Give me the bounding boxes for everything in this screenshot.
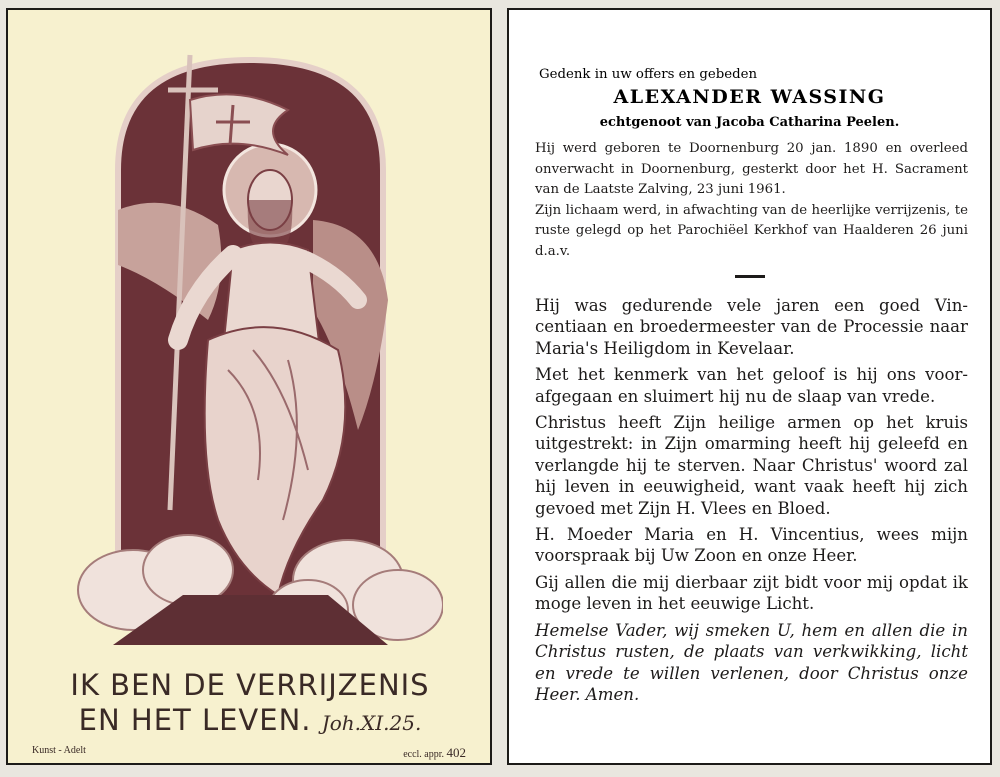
publisher-credit: Kunst - Adelt bbox=[32, 745, 86, 756]
memorial-paragraph: H. Moeder Maria en H. Vincentius, wees mijn voorspraak bij Uw Zoon en onze Heer. bbox=[535, 525, 968, 566]
memorial-paragraph: Met het kenmerk van het geloof is hij ons voorafgegaan en sluimert hij nu de slaap van vrede. bbox=[535, 365, 968, 406]
scripture-reference: Joh.XI.25. bbox=[321, 711, 422, 735]
approval-number: 402 bbox=[446, 745, 466, 760]
memorial-text bbox=[535, 295, 968, 710]
memorial-paragraph: Gij allen die mij dierbaar zijt bidt voor mij opdat ik moge leven in het eeuwige Licht. bbox=[535, 572, 968, 614]
memorial-paragraph: Christus heeft Zijn heilige armen op het kruis uitgestrekt: in Zijn omarming heeft hij geleefd en verlangde hij te sterven. Naar Christus' woord zal hij leven in eeuwigheid, want vaak heeft hij zich gevoed met Zijn H. Vlees en Bloed. bbox=[535, 413, 968, 518]
bio-paragraph-birth-death: Hij werd geboren te Doornenburg 20 jan. 1890 en overleed onverwacht in Doornenburg, gesterkt door het H. Sacrament van de Laatste Zalving, 23 juni 1961. bbox=[535, 141, 968, 197]
biography bbox=[535, 139, 968, 262]
holy-card-back bbox=[507, 8, 992, 765]
ecclesiastical-approval bbox=[403, 745, 466, 761]
motto-line-2 bbox=[8, 703, 492, 737]
spouse-line: echtgenoot van Jacoba Catharina Peelen. bbox=[599, 115, 900, 130]
motto-line-1: IK BEN DE VERRIJZENIS bbox=[70, 668, 430, 702]
deceased-name: ALEXANDER WASSING bbox=[613, 86, 886, 108]
holy-card-front bbox=[6, 8, 492, 765]
divider bbox=[735, 275, 765, 278]
motto-line-2-text: EN HET LEVEN. bbox=[78, 703, 312, 737]
closing-prayer: Hemelse Vader, wij smeken U, hem en allen die in Christus rusten, de plaats van verkwikking, licht en vrede te willen verlenen, door Christus onze Heer. Amen. bbox=[535, 620, 968, 704]
lead-in: Gedenk in uw offers en gebeden bbox=[539, 67, 758, 82]
bio-paragraph-burial: Zijn lichaam werd, in afwachting van de heerlijke verrijzenis, te ruste gelegd op het Parochiëel Kerkhof van Haalderen 26 juni d.a.v. bbox=[535, 202, 968, 259]
approval-label: eccl. appr. bbox=[403, 749, 444, 760]
risen-christ-illustration bbox=[58, 50, 443, 655]
memorial-paragraph: Hij was gedurende vele jaren een goed Vincentiaan en broedermeester van de Processie naar Maria's Heiligdom in Kevelaar. bbox=[535, 296, 968, 358]
